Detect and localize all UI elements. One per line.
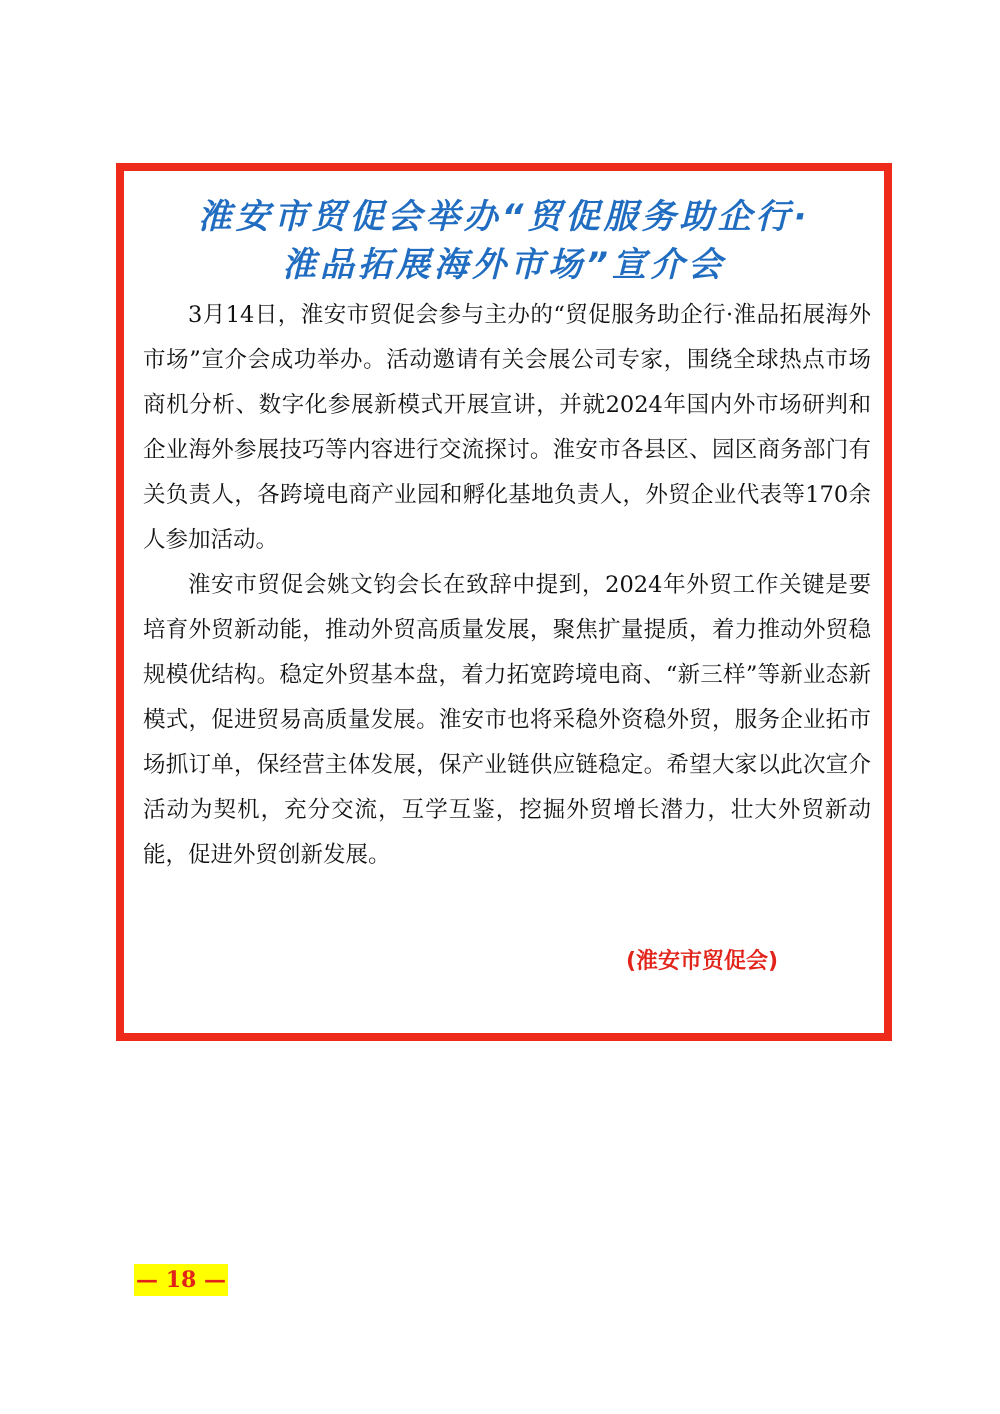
article-source: (淮安市贸促会) xyxy=(626,949,779,974)
article-paragraph-1: 3月14日，淮安市贸促会参与主办的“贸促服务助企行·淮品拓展海外市场”宣介会成功举办。活动邀请有关会展公司专家，围绕全球热点市场商机分析、数字化参展新模式开展宣讲，并就2024年国内外市场研判和企业海外参展技巧等内容进行交流探讨。淮安市各县区、园区商务部门有关负责人，各跨境电商产业园和孵化基地负责人，外贸企业代表等170余人参加活动。 xyxy=(143,302,871,553)
article-title-line-1: 淮安市贸促会举办“贸促服务助企行· xyxy=(197,197,811,237)
article-frame xyxy=(116,163,892,1041)
article-title-line-2: 淮品拓展海外市场”宣介会 xyxy=(282,245,726,285)
article-paragraph-2: 淮安市贸促会姚文钧会长在致辞中提到，2024年外贸工作关键是要培育外贸新动能，推动外贸高质量发展，聚焦扩量提质，着力推动外贸稳规模优结构。稳定外贸基本盘，着力拓宽跨境电商、“新三样”等新业态新模式，促进贸易高质量发展。淮安市也将采稳外资稳外贸，服务企业拓市场抓订单，保经营主体发展，保产业链供应链稳定。希望大家以此次宣介活动为契机，充分交流，互学互鉴，挖掘外贸增长潜力，壮大外贸新动能，促进外贸创新发展。 xyxy=(143,572,871,868)
page-number: — 18 — xyxy=(134,1264,228,1296)
article-body xyxy=(143,293,871,878)
